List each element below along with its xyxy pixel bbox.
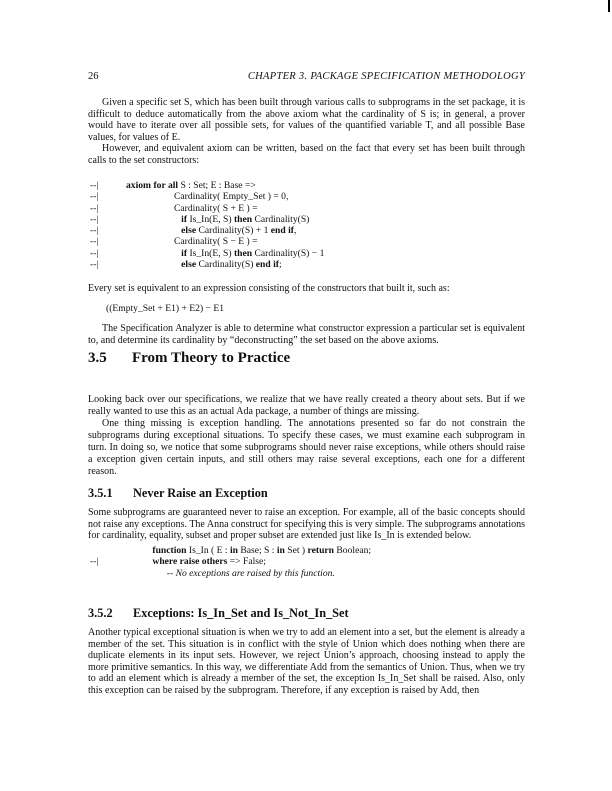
code-token [126,225,181,236]
code-token [126,556,152,567]
keyword: others [201,556,230,568]
code-token: Boolean; [336,545,372,556]
annotation-prefix: --| [90,556,99,568]
paragraph-text: Every set is equivalent to an expression consisting of the constructors that built it, such as: [88,283,450,294]
code-token [126,259,181,270]
annotation-prefix [90,568,126,579]
annotation-prefix: --| [90,236,99,248]
code-token: Cardinality(S) − 1 [254,247,325,259]
keyword: else [181,225,199,237]
section-heading-3-5-1 [88,486,525,500]
running-header [88,71,525,83]
running-title: CHAPTER 3. PACKAGE SPECIFICATION METHODOLOGY [247,71,525,82]
expression-text: ((Empty_Set + E1) + E2) − E1 [106,303,225,314]
code-token: Cardinality( S − E ) = [126,236,258,248]
code-token: Cardinality(S) [254,213,310,225]
keyword: axiom [126,180,154,191]
paragraph [88,394,525,478]
paragraph-text: However, and equivalent axiom can be written, based on the fact that every set has been built through calls to the set constructors: [88,143,525,166]
code-line [90,248,527,259]
keyword: if [181,213,190,225]
keyword: if [181,247,190,259]
keyword: all [167,180,181,191]
paragraph [88,507,525,542]
keyword: in [229,545,241,556]
code-axiom [90,180,527,270]
code-token: Cardinality( Empty_Set ) = 0, [126,191,289,203]
code-line [90,568,527,579]
annotation-prefix: --| [90,191,99,203]
code-text [126,191,288,202]
section-number: 3.5.1 [88,486,113,500]
code-text [126,259,282,270]
code-text [126,180,256,191]
paragraph-text: Another typical exceptional situation is when we try to add an element into a set, but the element is already a member of the set. This situation is in conflict with the style of Union which does nothing when there are duplicate elements in its input sets. However, we reject Union’s approach, choosing instead to apply the more primitive semantics. In this way, we differentiate Add from the semantics of Union. Thus, when we try to add an element which is already a member of the set, the exception Is_In_Set shall be raised. Also, only this exception can be raised by the subprogram. Therefore, if any exception is raised by Add, then [88,627,525,696]
annotation-prefix: --| [90,180,99,191]
annotation-prefix: --| [90,247,99,259]
annotation-prefix: --| [90,225,99,237]
scan-mark [608,0,610,12]
code-token: Cardinality(S) [198,259,256,271]
comment: No exceptions are raised by this function. [175,567,335,579]
code-text [126,236,258,247]
keyword: where [152,556,180,568]
section-number: 3.5.2 [88,606,113,620]
page-number: 26 [88,71,99,82]
code-token [126,214,181,225]
paragraph-text: Looking back over our specifications, we realize that we have really created a theory about sets. But if we really wanted to use this as an actual Ada package, a number of things are missing. [88,394,525,417]
code-text [126,248,324,259]
code-text [126,225,296,236]
code-token: Is_In(E, S) [189,213,234,225]
code-text [126,556,266,567]
code-line [90,545,527,556]
code-line [90,236,527,247]
keyword: for [153,180,168,191]
section-title: From Theory to Practice [132,350,291,366]
code-line [90,180,527,191]
code-line [90,556,527,567]
paragraph [88,97,525,167]
keyword: raise [179,556,202,568]
paragraph-text: Some subprograms are guaranteed never to raise an exception. For example, all of the basic concepts should not raise any exceptions. The Anna construct for specifying this is very simple. The subprograms annotations for cardinality, equality, subset and proper subset are extended just like Is_In is extended below. [88,507,525,542]
code-token: Is_In(E, S) [189,247,234,259]
keyword: return [307,545,337,556]
annotation-prefix: --| [90,259,99,271]
code-text [126,568,335,579]
code-token: Set ) [287,545,308,556]
paragraph-text: The Specification Analyzer is able to determine what constructor expression a particular set is equivalent to, and determine its cardinality by “deconstructing” the set based on the above axioms. [88,323,525,346]
code-token: S : Set; E : Base => [180,180,256,191]
section-title: Exceptions: Is_In_Set and Is_Not_In_Set [133,606,349,620]
paragraph-text: One thing missing is exception handling. The annotations presented so far do not constrain the subprograms during exceptional situations. To specify these cases, we must examine each subprogram in turn. In doing so, we notice that some subprograms should never raise exceptions, while others should raise a exception given certain inputs, and still others may raise several exceptions, each one for a different reason. [88,418,525,477]
code-token: Base; S : [240,545,277,556]
code-is-in [90,545,527,579]
code-token: Cardinality( S + E ) = [126,202,258,214]
code-token: , [294,225,297,237]
code-token: -- [126,567,176,579]
paragraph [88,627,525,697]
section-title: Never Raise an Exception [133,486,268,500]
paragraph-text: Given a specific set S, which has been built through various calls to subprograms in the set package, it is difficult to deduce automatically from the above axiom what the cardinality of S is; in general, a prover would have to iterate over all possible sets, for values of the quantified variable T, and all possible Base values, for values of E. [88,97,525,143]
code-token [126,248,181,259]
code-text [126,545,371,556]
paragraph [88,283,525,295]
code-token: Cardinality(S) + 1 [198,225,271,237]
keyword: else [181,259,199,271]
code-line [90,259,527,270]
code-text [126,203,258,214]
code-text [126,214,309,225]
annotation-prefix: --| [90,213,99,225]
code-token: => False; [229,556,266,568]
section-number: 3.5 [88,350,107,366]
code-line [90,191,527,202]
annotation-prefix [90,545,126,556]
keyword: end if [255,259,279,271]
section-heading-3-5-2 [88,606,525,620]
code-expression [106,303,543,314]
keyword: then [233,247,255,259]
section-heading-3-5 [88,350,525,367]
code-line [90,214,527,225]
keyword: function [152,545,189,556]
annotation-prefix: --| [90,202,99,214]
keyword: in [276,545,288,556]
code-token: ; [279,259,282,271]
code-line [90,225,527,236]
keyword: then [233,213,255,225]
code-line [90,203,527,214]
keyword: end if [270,225,294,237]
code-token [126,545,152,556]
paragraph [88,323,525,346]
code-token: Is_In ( E : [188,545,230,556]
